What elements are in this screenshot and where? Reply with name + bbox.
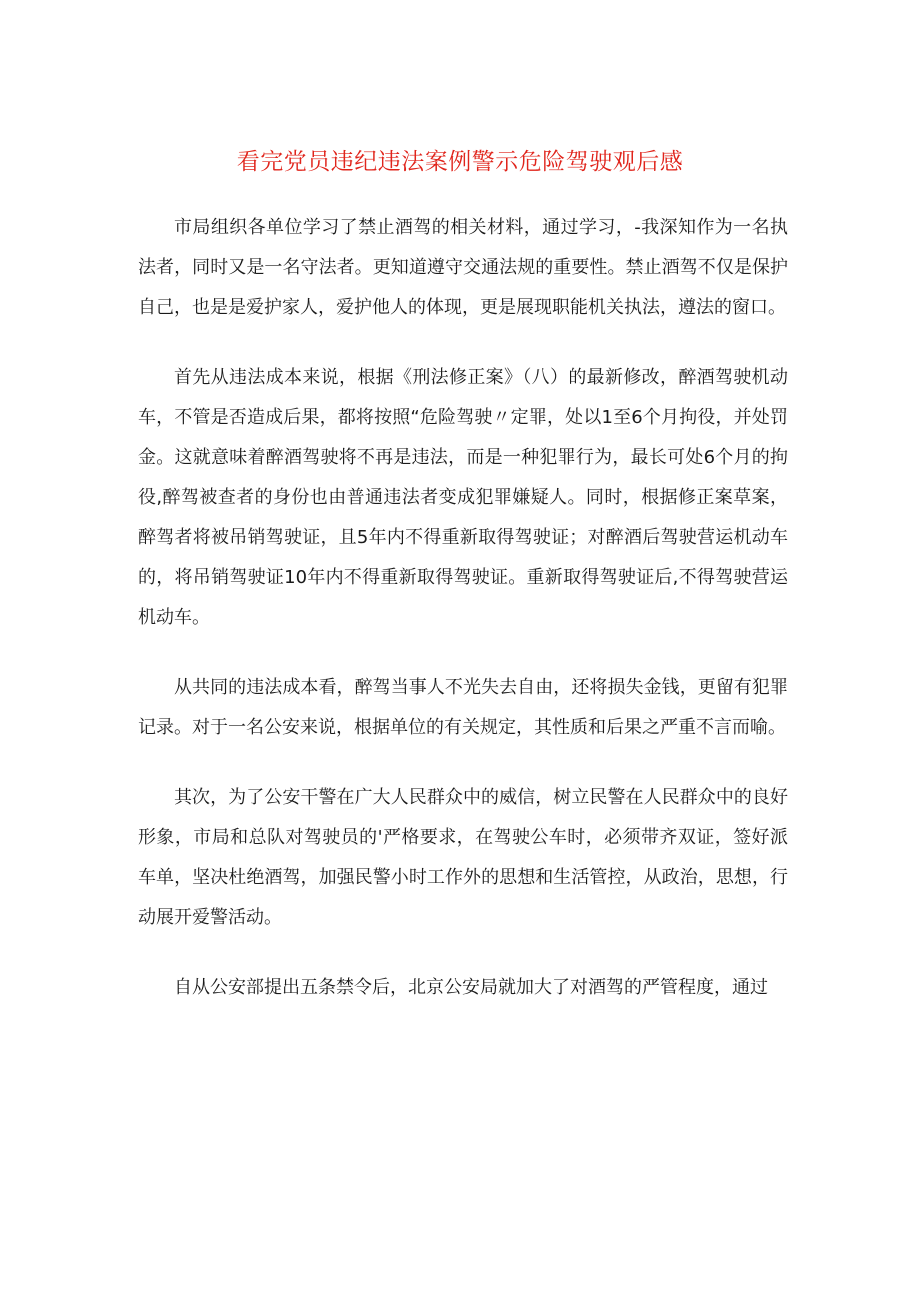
paragraph-5: 自从公安部提出五条禁令后，北京公安局就加大了对酒驾的严管程度，通过 [174, 977, 768, 998]
paragraph-1: 市局组织各单位学习了禁止酒驾的相关材料，通过学习，-我深知作为一名执法者，同时又是一名守法者。更知道遵守交通法规的重要性。禁止酒驾不仅是保护自己，也是是爱护家人，爱护他人的体现，更是展现职能机关执法，遵法的窗口。 [138, 217, 788, 318]
document-body [138, 208, 788, 1038]
paragraph-2: 首先从违法成本来说，根据《刑法修正案》（八）的最新修改，醉酒驾驶机动车，不管是否造成后果，都将按照“危险驾驶〃定罪，处以1至6个月拘役，并处罚金。这就意味着醉酒驾驶将不再是违法，而是一种犯罪行为，最长可处6个月的拘役,醉驾被查者的身份也由普通违法者变成犯罪嫌疑人。同时，根据修正案草案，醉驾者将被吊销驾驶证，且5年内不得重新取得驾驶证；对醉酒后驾驶营运机动车的，将吊销驾驶证10年内不得重新取得驾驶证。重新取得驾驶证后,不得驾驶营运机动车。 [138, 367, 788, 628]
paragraph-3: 从共同的违法成本看，醉驾当事人不光失去自由，还将损失金钱，更留有犯罪记录。对于一名公安来说，根据单位的有关规定，其性质和后果之严重不言而喻。 [138, 677, 788, 738]
document-title: 看完党员违纪违法案例警示危险驾驶观后感 [236, 149, 684, 175]
paragraph-4: 其次，为了公安干警在广大人民群众中的威信，树立民警在人民群众中的良好形象，市局和总队对驾驶员的'严格要求，在驾驶公车时，必须带齐双证，签好派车单，坚决杜绝酒驾，加强民警小时工作外的思想和生活管控，从政治，思想，行动展开爱警活动。 [138, 787, 788, 928]
